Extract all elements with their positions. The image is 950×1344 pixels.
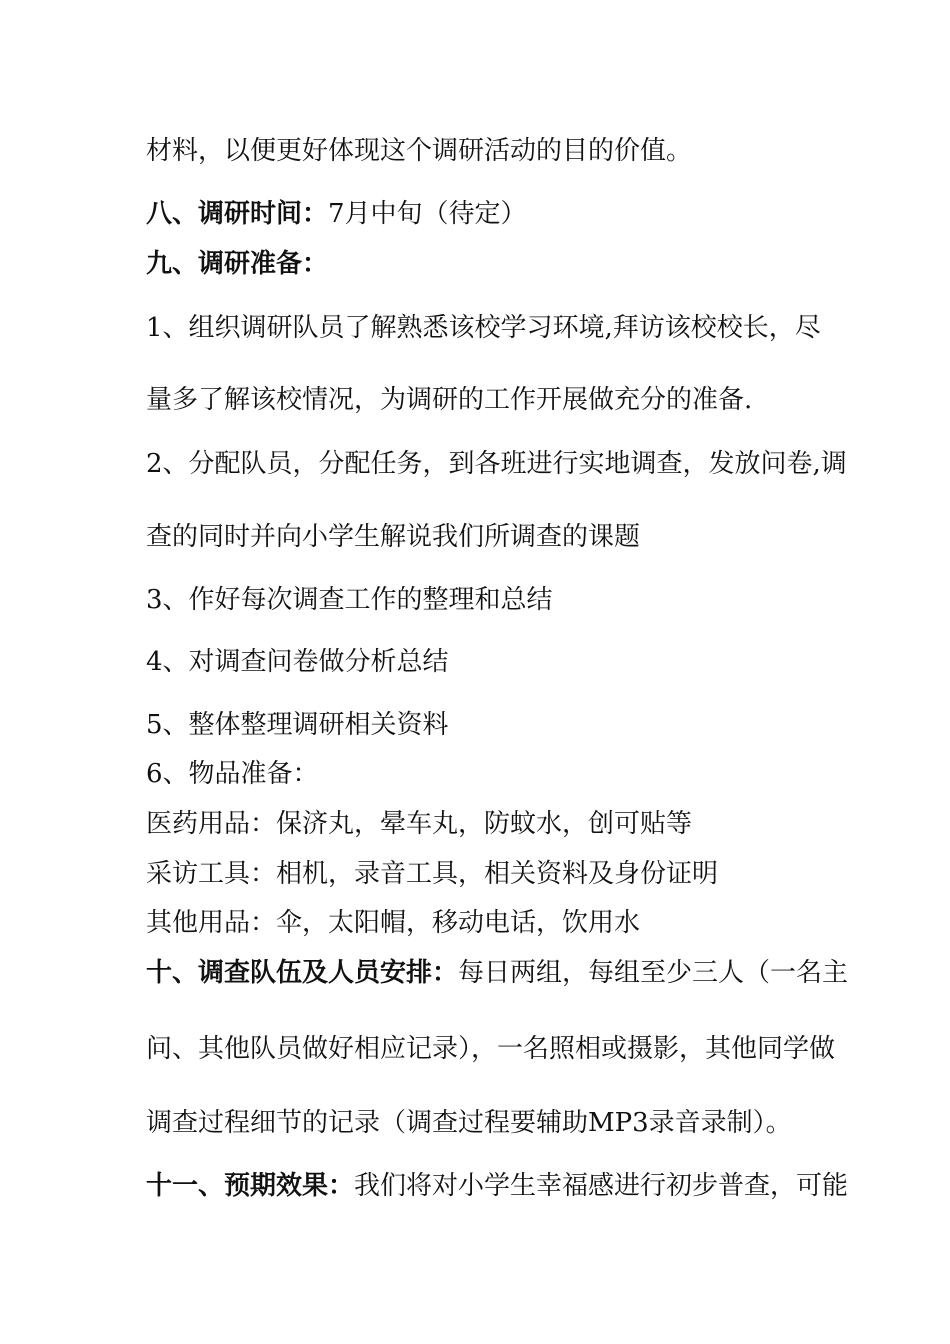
section-11-heading: 十一、预期效果： <box>146 1171 355 1201</box>
paragraph-line: 材料，以便更好体现这个调研活动的目的价值。 <box>146 136 693 166</box>
section-8-heading: 八、调研时间： <box>146 199 329 229</box>
section-8-line <box>146 199 527 229</box>
survey-time-value: 7月中旬（待定） <box>328 199 527 229</box>
paragraph-line: 调查过程细节的记录（调查过程要辅助MP3录音录制）。 <box>146 1108 792 1138</box>
paragraph-text: 我们将对小学生幸福感进行初步普查，可能 <box>354 1171 849 1201</box>
paragraph-line: 3、作好每次调查工作的整理和总结 <box>146 585 553 615</box>
paragraph-line: 5、整体整理调研相关资料 <box>146 710 449 740</box>
section-9-heading: 九、调研准备： <box>146 249 329 279</box>
section-10-heading: 十、调查队伍及人员安排： <box>146 958 459 988</box>
paragraph-line: 其他用品：伞，太阳帽，移动电话，饮用水 <box>146 908 641 938</box>
paragraph-text: 每日两组，每组至少三人（一名主 <box>458 958 849 988</box>
paragraph-line: 医药用品：保济丸，晕车丸，防蚊水，创可贴等 <box>146 809 693 839</box>
paragraph-line: 2、分配队员，分配任务，到各班进行实地调查，发放问卷,调 <box>146 449 847 479</box>
paragraph-line: 问、其他队员做好相应记录），一名照相或摄影，其他同学做 <box>146 1034 836 1064</box>
paragraph-line: 6、物品准备： <box>146 759 319 789</box>
paragraph-line: 量多了解该校情况，为调研的工作开展做充分的准备. <box>146 385 753 415</box>
section-10-line <box>146 958 848 988</box>
section-11-line <box>146 1171 848 1201</box>
paragraph-line: 查的同时并向小学生解说我们所调查的课题 <box>146 522 641 552</box>
paragraph-line: 4、对调查问卷做分析总结 <box>146 647 449 677</box>
paragraph-line: 1、组织调研队员了解熟悉该校学习环境,拜访该校校长，尽 <box>146 313 821 343</box>
paragraph-line: 采访工具：相机，录音工具，相关资料及身份证明 <box>146 859 719 889</box>
